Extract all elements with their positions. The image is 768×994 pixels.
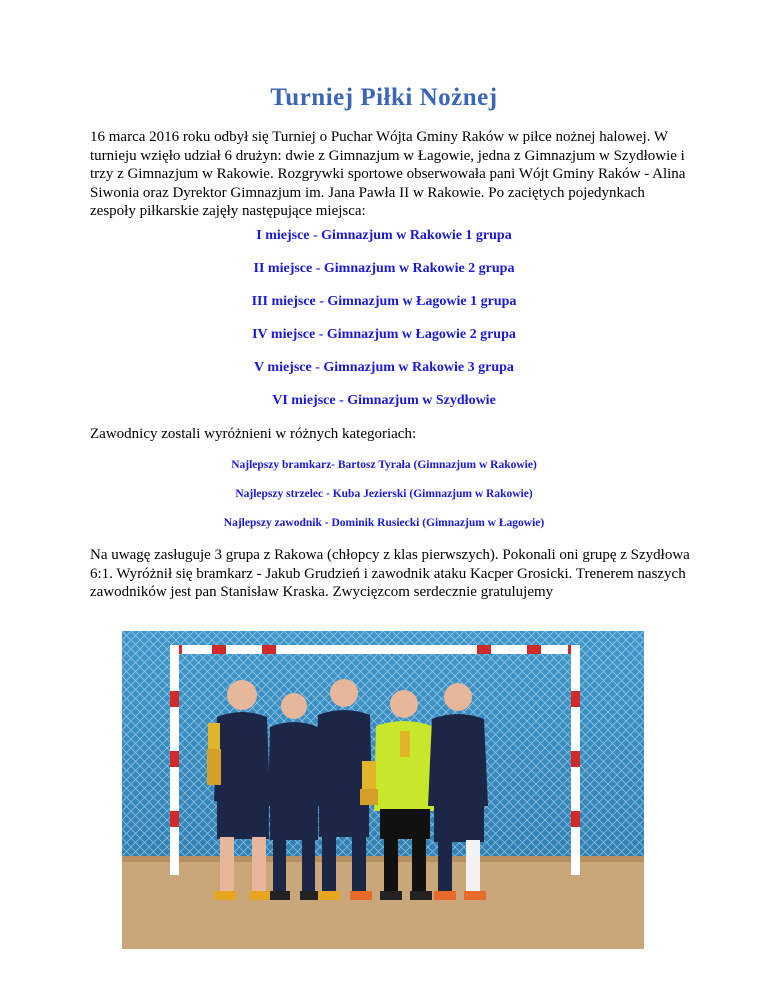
place-6: VI miejsce - Gimnazjum w Szydłowie bbox=[272, 393, 496, 408]
intro-paragraph: 16 marca 2016 roku odbył się Turniej o Puchar Wójta Gminy Raków w piłce nożnej halowej. W turnieju wzięło udział 6 drużyn: dwie z Gimnazjum w Łagowie, jedna z Gimnazjum w Szydłowie i trzy z Gimnazjum w Rakowie. Rozgrywki sportowe obserwowała pani Wójt Gminy Raków - Alina Siwonia oraz Dyrektor Gimnazjum im. Jana Pawła II w Rakowie. Po zaciętych pojedynkach zespoły piłkarskie zajęły następujące miejsca: bbox=[90, 129, 686, 219]
trophy-1 bbox=[207, 723, 221, 785]
page-title: Turniej Piłki Nożnej bbox=[270, 84, 498, 111]
award-player: Najlepszy zawodnik - Dominik Rusiecki (Gimnazjum w Łagowie) bbox=[223, 517, 545, 529]
team-photo bbox=[122, 631, 644, 949]
outro-paragraph: Na uwagę zasługuje 3 grupa z Rakowa (chłopcy z klas pierwszych). Pokonali oni grupę z Szydłowa 6:1. Wyróżnił się bramkarz - Jakub Grudzień i zawodnik ataku Kacper Grosicki. Trenerem naszych zawodników jest pan Stanisław Kraska. Zwycięzcom serdecznie gratulujemy bbox=[90, 547, 690, 600]
place-5: V miejsce - Gimnazjum w Rakowie 3 grupa bbox=[254, 360, 514, 375]
award-goalkeeper: Najlepszy bramkarz- Bartosz Tyrała (Gimnazjum w Rakowie) bbox=[231, 459, 537, 471]
categories-intro: Zawodnicy zostali wyróżnieni w różnych kategoriach: bbox=[90, 426, 417, 442]
place-2: II miejsce - Gimnazjum w Rakowie 2 grupa bbox=[253, 261, 515, 276]
place-3: III miejsce - Gimnazjum w Łagowie 1 grupa bbox=[251, 294, 517, 309]
place-4: IV miejsce - Gimnazjum w Łagowie 2 grupa bbox=[252, 327, 516, 342]
photo-floor bbox=[122, 856, 644, 949]
place-1: I miejsce - Gimnazjum w Rakowie 1 grupa bbox=[256, 228, 512, 243]
award-scorer: Najlepszy strzelec - Kuba Jezierski (Gimnazjum w Rakowie) bbox=[235, 488, 533, 500]
